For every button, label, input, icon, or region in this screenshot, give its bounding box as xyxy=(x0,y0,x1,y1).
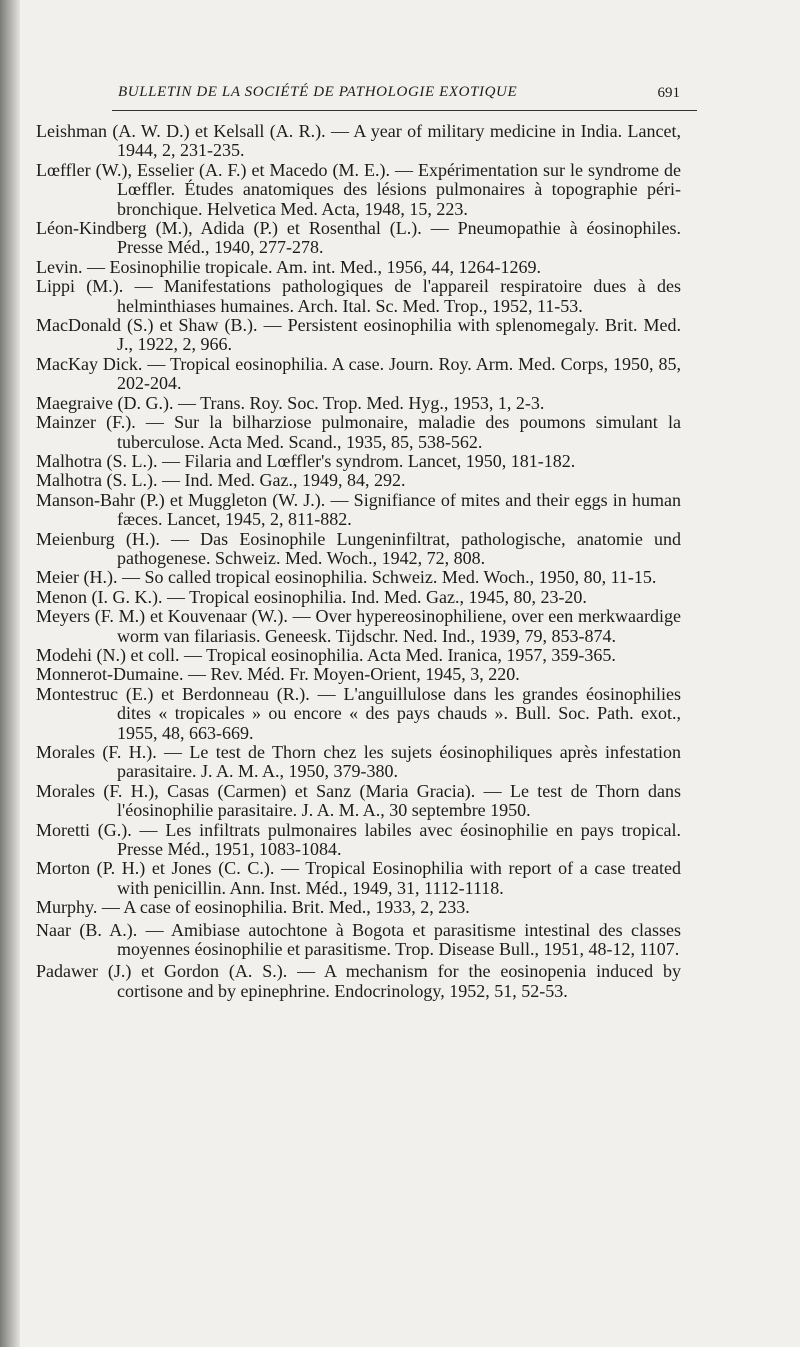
reference-entry: Morales (F. H.), Casas (Carmen) et Sanz (Maria Gracia). — Le test de Thorn dans l'éosinophilie parasitaire. J. A. M. A., 30 septembre 1950. xyxy=(36,780,681,821)
reference-entry: Lippi (M.). — Manifestations pathologiques de l'appareil respiratoire dues à des helminthiases humaines. Arch. Ital. Sc. Med. Trop., 1952, 11-53. xyxy=(36,276,681,316)
reference-entry: Menon (I. G. K.). — Tropical eosinophilia. Ind. Med. Gaz., 1945, 80, 23-20. xyxy=(36,586,587,607)
reference-entry: Modehi (N.) et coll. — Tropical eosinophilia. Acta Med. Iranica, 1957, 359-365. xyxy=(36,644,616,665)
reference-entry: Morales (F. H.). — Le test de Thorn chez les sujets éosinophiliques après infestation parasitaire. J. A. M. A., 1950, 379-380. xyxy=(36,742,681,782)
reference-entry: Montestruc (E.) et Berdonneau (R.). — L'anguillulose dans les grandes éosinophilies dites « tropicales » ou encore « des pays chauds ». Bull. Soc. Path. exot., 1955, 48, 663-669. xyxy=(36,683,681,743)
reference-entry: Meier (H.). — So called tropical eosinophilia. Schweiz. Med. Woch., 1950, 80, 11-15. xyxy=(36,567,657,588)
page-number: 691 xyxy=(657,85,680,101)
reference-entry: Monnerot-Dumaine. — Rev. Méd. Fr. Moyen-Orient, 1945, 3, 220. xyxy=(36,664,520,685)
reference-entry: Meyers (F. M.) et Kouvenaar (W.). — Over hypereosinophiliene, over een merkwaardige worm van filariasis. Geneesk. Tijdschr. Ned. Ind., 1939, 79, 853-874. xyxy=(36,606,681,646)
reference-entry: Meienburg (H.). — Das Eosinophile Lungeninfiltrat, pathologische, anatomie und pathogenese. Schweiz. Med. Woch., 1942, 72, 808. xyxy=(36,528,681,568)
reference-entry: MacDonald (S.) et Shaw (B.). — Persistent eosinophilia with splenomegaly. Brit. Med. J., 1922, 2, 966. xyxy=(36,315,681,355)
page-header xyxy=(118,84,688,110)
reference-entry: Mainzer (F.). — Sur la bilharziose pulmonaire, maladie des poumons simulant la tuberculose. Acta Med. Scand., 1935, 85, 538-562. xyxy=(36,412,681,452)
running-title: BULLETIN DE LA SOCIÉTÉ DE PATHOLOGIE EXOTIQUE xyxy=(118,84,518,100)
reference-list xyxy=(36,122,681,1001)
reference-entry: Lœffler (W.), Esselier (A. F.) et Macedo (M. E.). — Expérimentation sur le syndrome de Lœffler. Études anatomiques des lésions pulmonaires à topographie péri-bronchique. Helvetica Med. Acta, 1948, 15, 223. xyxy=(36,159,681,219)
reference-entry: Levin. — Eosinophilie tropicale. Am. int. Med., 1956, 44, 1264-1269. xyxy=(36,256,541,277)
reference-entry: Padawer (J.) et Gordon (A. S.). — A mechanism for the eosinopenia induced by cortisone and by epinephrine. Endocrinology, 1952, 51, 52-53. xyxy=(36,961,681,1001)
reference-entry: Moretti (G.). — Les infiltrats pulmonaires labiles avec éosinophilie en pays tropical. Presse Méd., 1951, 1083-1084. xyxy=(36,819,681,860)
reference-entry: Léon-Kindberg (M.), Adida (P.) et Rosenthal (L.). — Pneumopathie à éosinophiles. Presse Méd., 1940, 277-278. xyxy=(36,218,681,258)
book-spine-shadow xyxy=(0,0,20,1347)
reference-entry: Leishman (A. W. D.) et Kelsall (A. R.). — A year of military medicine in India. Lancet, 1944, 2, 231-235. xyxy=(36,121,681,161)
reference-entry: Manson-Bahr (P.) et Muggleton (W. J.). — Signifiance of mites and their eggs in human fæces. Lancet, 1945, 2, 811-882. xyxy=(36,489,681,530)
reference-entry: Malhotra (S. L.). — Filaria and Lœffler's syndrom. Lancet, 1950, 181-182. xyxy=(36,450,576,471)
reference-entry: Naar (B. A.). — Amibiase autochtone à Bogota et parasitisme intestinal des classes moyennes éosinophilie et parasitisme. Trop. Disease Bull., 1951, 48-12, 1107. xyxy=(36,919,681,960)
reference-entry: MacKay Dick. — Tropical eosinophilia. A case. Journ. Roy. Arm. Med. Corps, 1950, 85, 202-204. xyxy=(36,353,681,394)
reference-entry: Malhotra (S. L.). — Ind. Med. Gaz., 1949, 84, 292. xyxy=(36,470,406,491)
reference-entry: Murphy. — A case of eosinophilia. Brit. Med., 1933, 2, 233. xyxy=(36,897,470,918)
reference-entry: Maegraive (D. G.). — Trans. Roy. Soc. Trop. Med. Hyg., 1953, 1, 2-3. xyxy=(36,392,545,413)
header-rule xyxy=(112,110,697,111)
reference-entry: Morton (P. H.) et Jones (C. C.). — Tropical Eosinophilia with report of a case treated with penicillin. Ann. Inst. Méd., 1949, 31, 1112-1118. xyxy=(36,858,681,898)
